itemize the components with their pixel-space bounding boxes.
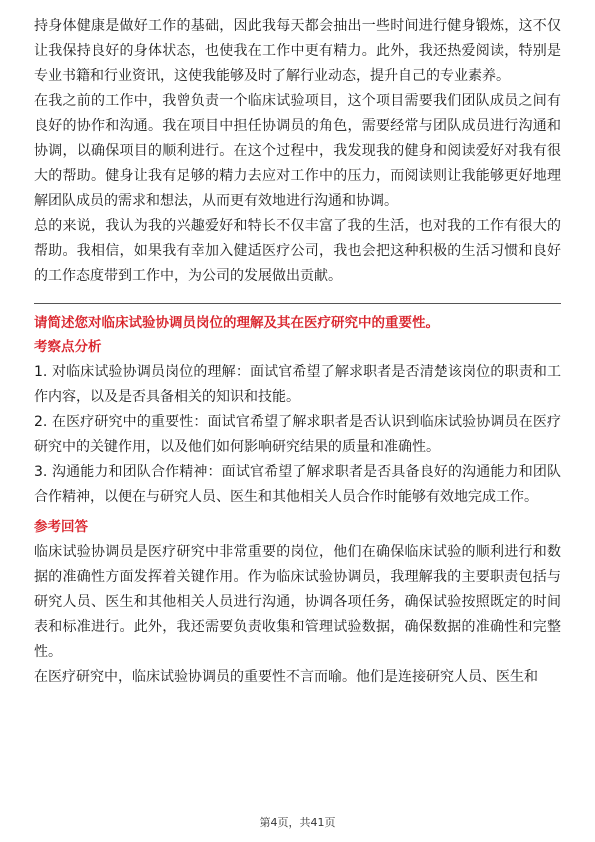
- body-paragraph: 持身体健康是做好工作的基础，因此我每天都会抽出一些时间进行健身锻炼，这不仅让我保持良好的身体状态，也使我在工作中更有精力。此外，我还热爱阅读，特别是专业书籍和行业资讯，这使我能够及时了解行业动态，提升自己的专业素养。: [34, 18, 561, 84]
- body-paragraph: 总的来说，我认为我的兴趣爱好和特长不仅丰富了我的生活，也对我的工作有很大的帮助。我相信，如果我有幸加入健适医疗公司，我也会把这种积极的生活习惯和良好的工作态度带到工作中，为公司的发展做出贡献。: [34, 218, 561, 284]
- document-page: [34, 14, 561, 690]
- page-number: 第4页，共41页: [259, 816, 336, 829]
- analysis-point: 3. 沟通能力和团队合作精神：面试官希望了解求职者是否具备良好的沟通能力和团队合作精神，以便在与研究人员、医生和其他相关人员合作时能够有效地完成工作。: [34, 464, 561, 505]
- analysis-point: 2. 在医疗研究中的重要性：面试官希望了解求职者是否认识到临床试验协调员在医疗研究中的关键作用，以及他们如何影响研究结果的质量和准确性。: [34, 414, 561, 455]
- question-title: 请简述您对临床试验协调员岗位的理解及其在医疗研究中的重要性。: [34, 315, 439, 331]
- body-paragraph: 在我之前的工作中，我曾负责一个临床试验项目，这个项目需要我们团队成员之间有良好的协作和沟通。我在项目中担任协调员的角色，需要经常与团队成员进行沟通和协调，以确保项目的顺利进行。在这个过程中，我发现我的健身和阅读爱好对我有很大的帮助。健身让我有足够的精力去应对工作中的压力，而阅读则让我能够更好地理解团队成员的需求和想法，从而更有效地进行沟通和协调。: [34, 93, 561, 209]
- answer-heading: 参考回答: [34, 519, 88, 535]
- section-divider: [34, 303, 561, 304]
- answer-paragraph: 在医疗研究中，临床试验协调员的重要性不言而喻。他们是连接研究人员、医生和: [34, 669, 538, 685]
- answer-paragraph: 临床试验协调员是医疗研究中非常重要的岗位，他们在确保临床试验的顺利进行和数据的准确性方面发挥着关键作用。作为临床试验协调员，我理解我的主要职责包括与研究人员、医生和其他相关人员进行沟通，协调各项任务，确保试验按照既定的时间表和标准进行。此外，我还需要负责收集和管理试验数据，确保数据的准确性和完整性。: [34, 544, 561, 660]
- analysis-heading: 考察点分析: [34, 339, 102, 355]
- analysis-point: 1. 对临床试验协调员岗位的理解：面试官希望了解求职者是否清楚该岗位的职责和工作内容，以及是否具备相关的知识和技能。: [34, 364, 561, 405]
